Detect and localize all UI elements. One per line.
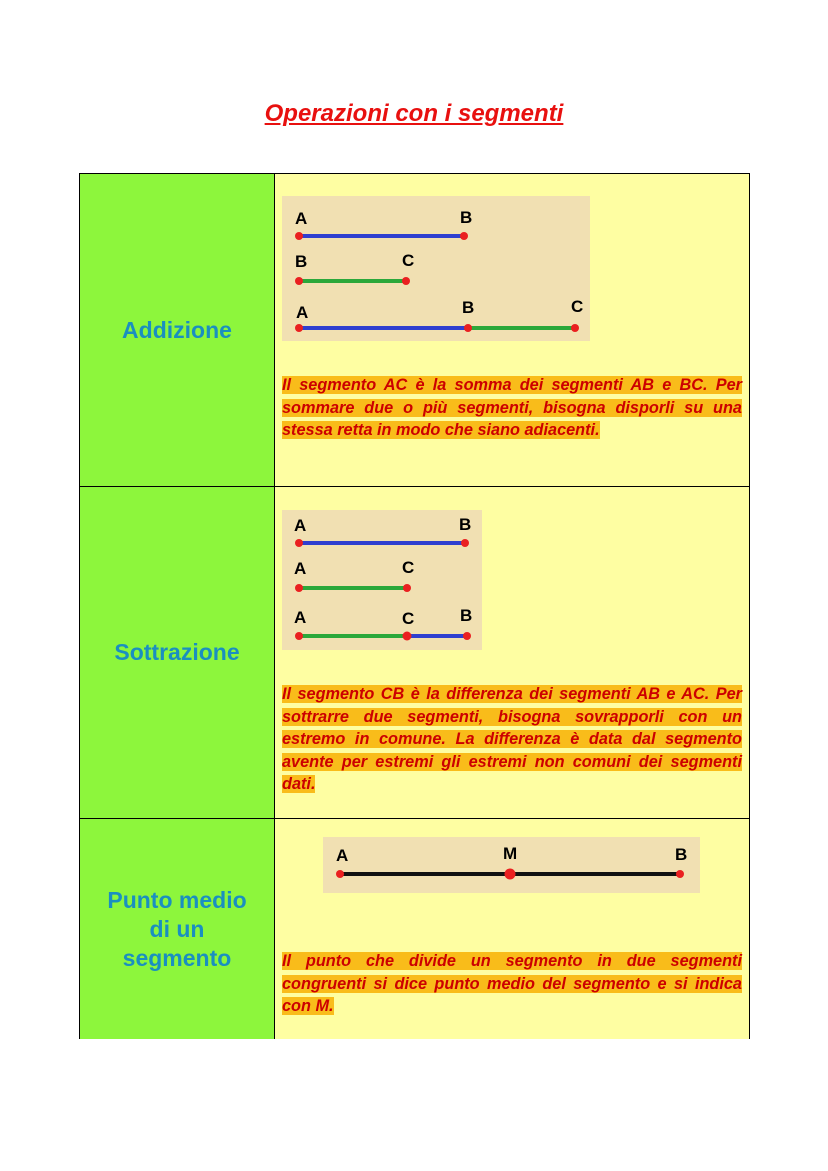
row-label: Sottrazione (114, 639, 240, 665)
point-c (402, 277, 410, 285)
table-row-sottrazione (80, 486, 749, 818)
row-content-cell (275, 819, 749, 1039)
point-c (571, 324, 579, 332)
row-content-cell (275, 487, 749, 818)
point-label: A (294, 516, 307, 535)
midpoint-diagram (323, 837, 700, 893)
page-title: Operazioni con i segmenti (264, 100, 564, 127)
table-row-punto-medio (80, 818, 749, 1039)
point-label: C (402, 609, 415, 628)
row-label: Punto medio di un segmento (107, 886, 247, 971)
point-a (295, 584, 303, 592)
row-content-cell (275, 174, 749, 486)
addition-diagram (282, 196, 590, 341)
row-label-cell (80, 174, 275, 486)
point-a (295, 232, 303, 240)
point-a (295, 632, 303, 640)
point-label: C (402, 558, 415, 577)
addition-diagram-svg (282, 196, 590, 341)
point-label: B (295, 252, 308, 271)
row-description-text: Il punto che divide un segmento in due segmenti congruenti si dice punto medio del segmento e si indica con M. (282, 952, 742, 1015)
row-label: Addizione (122, 316, 232, 343)
row-label-cell (80, 819, 275, 1039)
point-label: B (462, 298, 475, 317)
operations-table (79, 173, 750, 1039)
subtraction-diagram (282, 510, 482, 650)
row-description (282, 950, 742, 1018)
point-label: B (459, 515, 472, 534)
midpoint-diagram-svg (323, 837, 700, 893)
point-label: C (402, 251, 415, 270)
table-row-addizione (80, 174, 749, 486)
subtraction-diagram-svg (282, 510, 482, 650)
point-b (461, 539, 469, 547)
point-label: A (336, 846, 349, 865)
point-label: A (295, 209, 308, 228)
row-description-text: Il segmento AC è la somma dei segmenti AB e BC. Per sommare due o più segmenti, bisogna disporli su una stessa retta in modo che siano adiacenti. (282, 376, 742, 439)
point-label: A (294, 559, 307, 578)
point-label: B (460, 606, 473, 625)
point-a (295, 539, 303, 547)
point-a (336, 870, 344, 878)
row-description (282, 374, 742, 442)
point-b (676, 870, 684, 878)
point-label: A (294, 608, 307, 627)
point-label: B (675, 845, 688, 864)
point-label: M (503, 844, 518, 863)
point-label: A (296, 303, 309, 322)
point-b (464, 324, 472, 332)
point-label: C (571, 297, 584, 316)
point-m (505, 869, 516, 880)
point-b (460, 232, 468, 240)
point-b (295, 277, 303, 285)
point-c (403, 584, 411, 592)
row-description (282, 683, 742, 796)
point-c (403, 632, 412, 641)
row-description-text: Il segmento CB è la differenza dei segmenti AB e AC. Per sottrarre due segmenti, bisogna sovrapporli con un estremo in comune. La differenza è data dal segmento avente per estremi gli estremi non comuni dei segmenti dati. (282, 685, 742, 793)
point-label: B (460, 208, 473, 227)
row-label-cell (80, 487, 275, 818)
point-a (295, 324, 303, 332)
point-b (463, 632, 471, 640)
